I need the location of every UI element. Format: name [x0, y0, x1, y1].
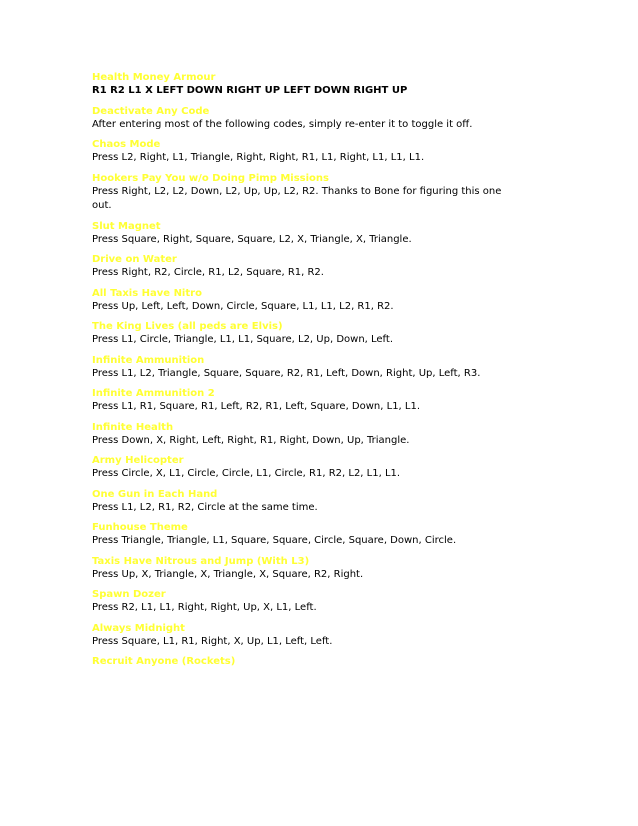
- cheat-code: Press R2, L1, L1, Right, Right, Up, X, L1, Left.: [92, 602, 317, 613]
- cheat-entry: [92, 288, 552, 315]
- cheat-entry: [92, 321, 552, 348]
- cheat-title: Always Midnight: [92, 622, 185, 634]
- cheat-entry: [92, 139, 552, 166]
- cheat-code: Press L1, Circle, Triangle, L1, L1, Square, L2, Up, Down, Left.: [92, 334, 394, 345]
- cheat-title: Infinite Health: [92, 421, 174, 433]
- cheat-entry: [92, 489, 552, 516]
- cheat-entry: [92, 556, 552, 583]
- cheat-code: Press Up, X, Triangle, X, Triangle, X, Square, R2, Right.: [92, 568, 364, 580]
- cheat-code: Press Right, R2, Circle, R1, L2, Square, R1, R2.: [92, 267, 324, 278]
- cheat-title: Taxis Have Nitrous and Jump (With L3): [92, 555, 310, 567]
- cheat-code: Press Triangle, Triangle, L1, Square, Square, Circle, Square, Down, Circle.: [92, 535, 457, 546]
- cheat-title: Funhouse Theme: [92, 522, 188, 533]
- cheat-code: Press Square, Right, Square, Square, L2, X, Triangle, X, Triangle.: [92, 233, 412, 245]
- cheat-title: Health Money Armour: [92, 72, 216, 83]
- cheat-title: One Gun in Each Hand: [92, 488, 218, 500]
- cheat-code: Press Square, L1, R1, Right, X, Up, L1, Left, Left.: [92, 635, 333, 647]
- cheat-title: The King Lives (all peds are Elvis): [92, 321, 283, 332]
- cheat-title: Infinite Ammunition 2: [92, 388, 215, 399]
- cheat-entry: [92, 355, 552, 382]
- cheat-code: R1 R2 L1 X LEFT DOWN RIGHT UP LEFT DOWN RIGHT UP: [92, 85, 408, 96]
- cheat-title: Slut Magnet: [92, 220, 161, 232]
- cheat-title: Drive on Water: [92, 254, 177, 265]
- cheat-entry: [92, 522, 552, 549]
- cheat-code-continued: out.: [92, 200, 112, 211]
- cheat-code: Press Up, Left, Left, Down, Circle, Square, L1, L1, L2, R1, R2.: [92, 300, 394, 312]
- cheat-entry: [92, 589, 552, 616]
- cheat-title: Infinite Ammunition: [92, 354, 205, 366]
- cheat-entry: [92, 254, 552, 281]
- cheat-entry: [92, 173, 552, 214]
- cheat-title: Deactivate Any Code: [92, 105, 210, 117]
- cheat-title: Hookers Pay You w/o Doing Pimp Missions: [92, 172, 330, 184]
- cheat-code: Press L2, Right, L1, Triangle, Right, Right, R1, L1, Right, L1, L1, L1.: [92, 152, 425, 163]
- cheat-entry: [92, 623, 552, 650]
- cheat-title: Chaos Mode: [92, 139, 161, 150]
- cheat-title: Recruit Anyone (Rockets): [92, 656, 236, 667]
- cheat-title: All Taxis Have Nitro: [92, 287, 202, 299]
- cheat-entry: [92, 455, 552, 482]
- cheat-code: Press L1, R1, Square, R1, Left, R2, R1, Left, Square, Down, L1, L1.: [92, 401, 421, 412]
- cheat-title: Army Helicopter: [92, 455, 184, 466]
- cheat-entry: [92, 106, 552, 133]
- cheat-entry: [92, 221, 552, 248]
- cheat-entry: [92, 422, 552, 449]
- cheat-code: Press L1, L2, R1, R2, Circle at the same time.: [92, 501, 318, 513]
- document-page: [92, 72, 552, 668]
- cheat-entry: [92, 72, 552, 99]
- cheat-code: Press Down, X, Right, Left, Right, R1, Right, Down, Up, Triangle.: [92, 434, 410, 446]
- cheat-code: Press Right, L2, L2, Down, L2, Up, Up, L2, R2. Thanks to Bone for figuring this one: [92, 185, 502, 197]
- cheat-title: Spawn Dozer: [92, 589, 166, 600]
- cheat-code: After entering most of the following codes, simply re-enter it to toggle it off.: [92, 118, 473, 130]
- cheat-code: Press L1, L2, Triangle, Square, Square, R2, R1, Left, Down, Right, Up, Left, R3.: [92, 367, 481, 379]
- cheat-entry: [92, 388, 552, 415]
- cheat-code: Press Circle, X, L1, Circle, Circle, L1, Circle, R1, R2, L2, L1, L1.: [92, 468, 401, 479]
